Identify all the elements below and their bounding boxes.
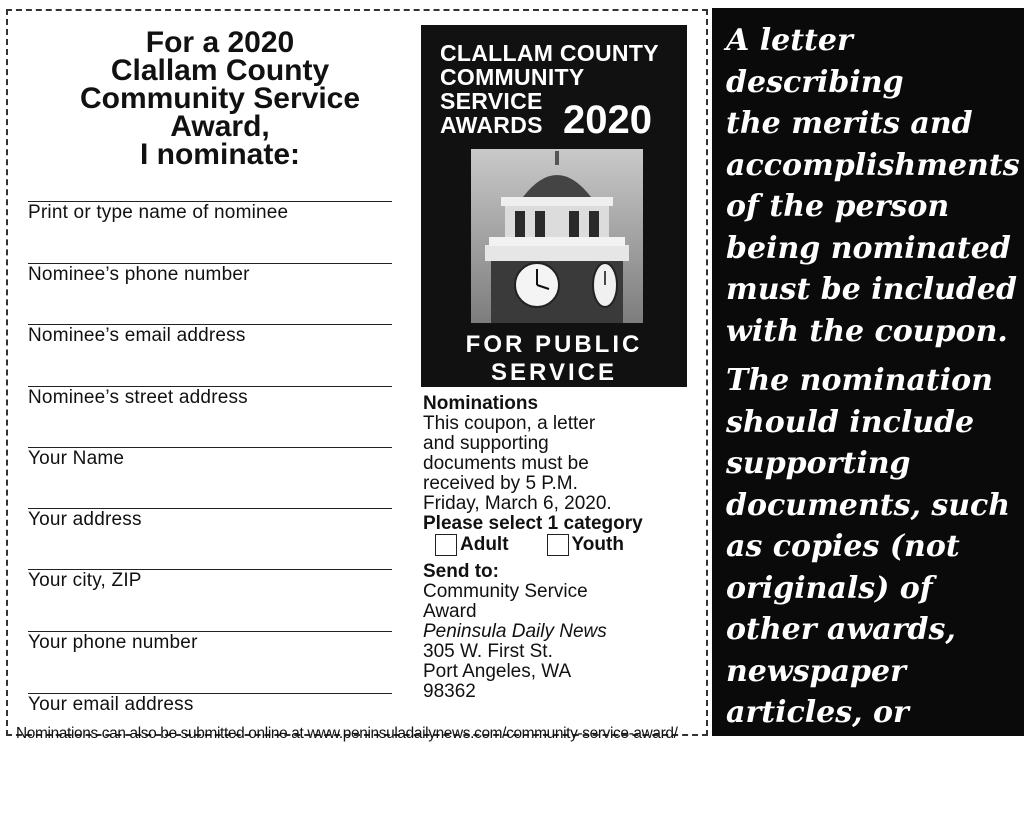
your-phone-field[interactable] [28, 631, 392, 653]
address-line: Port Angeles, WA [423, 661, 572, 682]
nominee-email-field[interactable] [28, 324, 392, 346]
instruction-line: A letter describing [726, 23, 904, 100]
field-label: Your phone number [28, 632, 198, 653]
nominee-street-field[interactable] [28, 386, 392, 408]
field-label: Print or type name of nominee [28, 202, 289, 223]
field-label: Your address [28, 509, 142, 530]
field-label: Nominee’s street address [28, 387, 248, 408]
badge-subtitle [421, 331, 687, 387]
address-line: 98362 [423, 681, 476, 702]
heading-line: I nominate: [139, 138, 300, 171]
send-to-line: Community Service [423, 581, 588, 602]
your-email-field[interactable] [28, 693, 392, 715]
badge-year: 2020 [563, 98, 652, 142]
instruction-line: as copies (not [726, 529, 960, 564]
field-label: Nominee’s phone number [28, 264, 250, 285]
clock-tower-photo [471, 149, 643, 323]
instruction-line: the merits and [726, 106, 973, 141]
instruction-line: with the coupon. [726, 313, 1008, 349]
field-label: Your email address [28, 694, 194, 715]
nominations-line: and supporting [423, 433, 549, 454]
instruction-line: being nominated [726, 230, 1011, 266]
online-submission-note: Nominations can also be submitted online at www.peninsuladailynews.com/community-service-award/ [16, 725, 678, 742]
your-city-zip-field[interactable] [28, 569, 392, 591]
instruction-line: documents, such [726, 487, 1011, 523]
address-line: 305 W. First St. [423, 641, 553, 662]
adult-checkbox[interactable] [435, 534, 457, 556]
heading-line: Clallam County [110, 54, 330, 87]
heading-line: Community Service [79, 82, 361, 115]
category-prompt: Please select 1 category [423, 513, 643, 534]
instructions-panel [712, 8, 1024, 813]
instruction-line: originals) of [726, 570, 933, 606]
nominee-phone-field[interactable] [28, 263, 392, 285]
your-address-field[interactable] [28, 508, 392, 530]
field-label: Your city, ZIP [28, 570, 142, 591]
field-label: Your Name [28, 448, 125, 469]
instruction-line: should include [726, 404, 975, 440]
instruction-line: supporting [726, 446, 911, 481]
nominations-line: This coupon, a letter [423, 413, 596, 434]
clock-tower-icon [471, 149, 643, 323]
badge-title-line: CLALLAM COUNTY [440, 40, 659, 66]
instructions-text [726, 20, 1022, 825]
instruction-line: other awards, [726, 612, 956, 647]
instruction-line: The nomination [726, 363, 993, 398]
youth-label: Youth [571, 534, 624, 555]
instructions-paragraph-2 [726, 360, 1022, 817]
instructions-paragraph-1 [726, 20, 1022, 352]
instruction-line: articles, or letters [726, 695, 909, 772]
field-label: Nominee’s email address [28, 325, 246, 346]
heading-line: Award, [170, 110, 270, 143]
badge-subtitle-line: SERVICE [491, 359, 617, 386]
nominations-line: received by 5 P.M. [423, 473, 578, 494]
nominee-name-field[interactable] [28, 201, 392, 223]
nominations-line: documents must be [423, 453, 589, 474]
instruction-line: of the person [726, 189, 950, 224]
badge-title-line: SERVICE [440, 88, 543, 114]
send-to-line: Award [423, 601, 477, 622]
instruction-line: must be included [726, 272, 1017, 307]
coupon-heading [30, 26, 410, 171]
awards-badge [421, 25, 687, 387]
instruction-line: of support. [726, 778, 911, 813]
nomination-coupon [6, 9, 708, 742]
nomination-info [423, 394, 703, 702]
adult-label: Adult [460, 534, 509, 555]
nominations-line: Friday, March 6, 2020. [423, 493, 612, 514]
instruction-line: accomplishments [726, 147, 1020, 183]
send-to-heading: Send to: [423, 561, 499, 582]
youth-checkbox[interactable] [547, 534, 569, 556]
instruction-line: newspaper [726, 653, 906, 689]
your-name-field[interactable] [28, 447, 392, 469]
badge-title-line: COMMUNITY [440, 64, 585, 90]
nominations-heading: Nominations [423, 393, 539, 414]
publication-name: Peninsula Daily News [423, 621, 607, 642]
heading-line: For a 2020 [145, 26, 295, 59]
category-options [435, 534, 703, 556]
badge-title-line: AWARDS [440, 112, 543, 138]
badge-subtitle-line: FOR PUBLIC [465, 331, 643, 358]
